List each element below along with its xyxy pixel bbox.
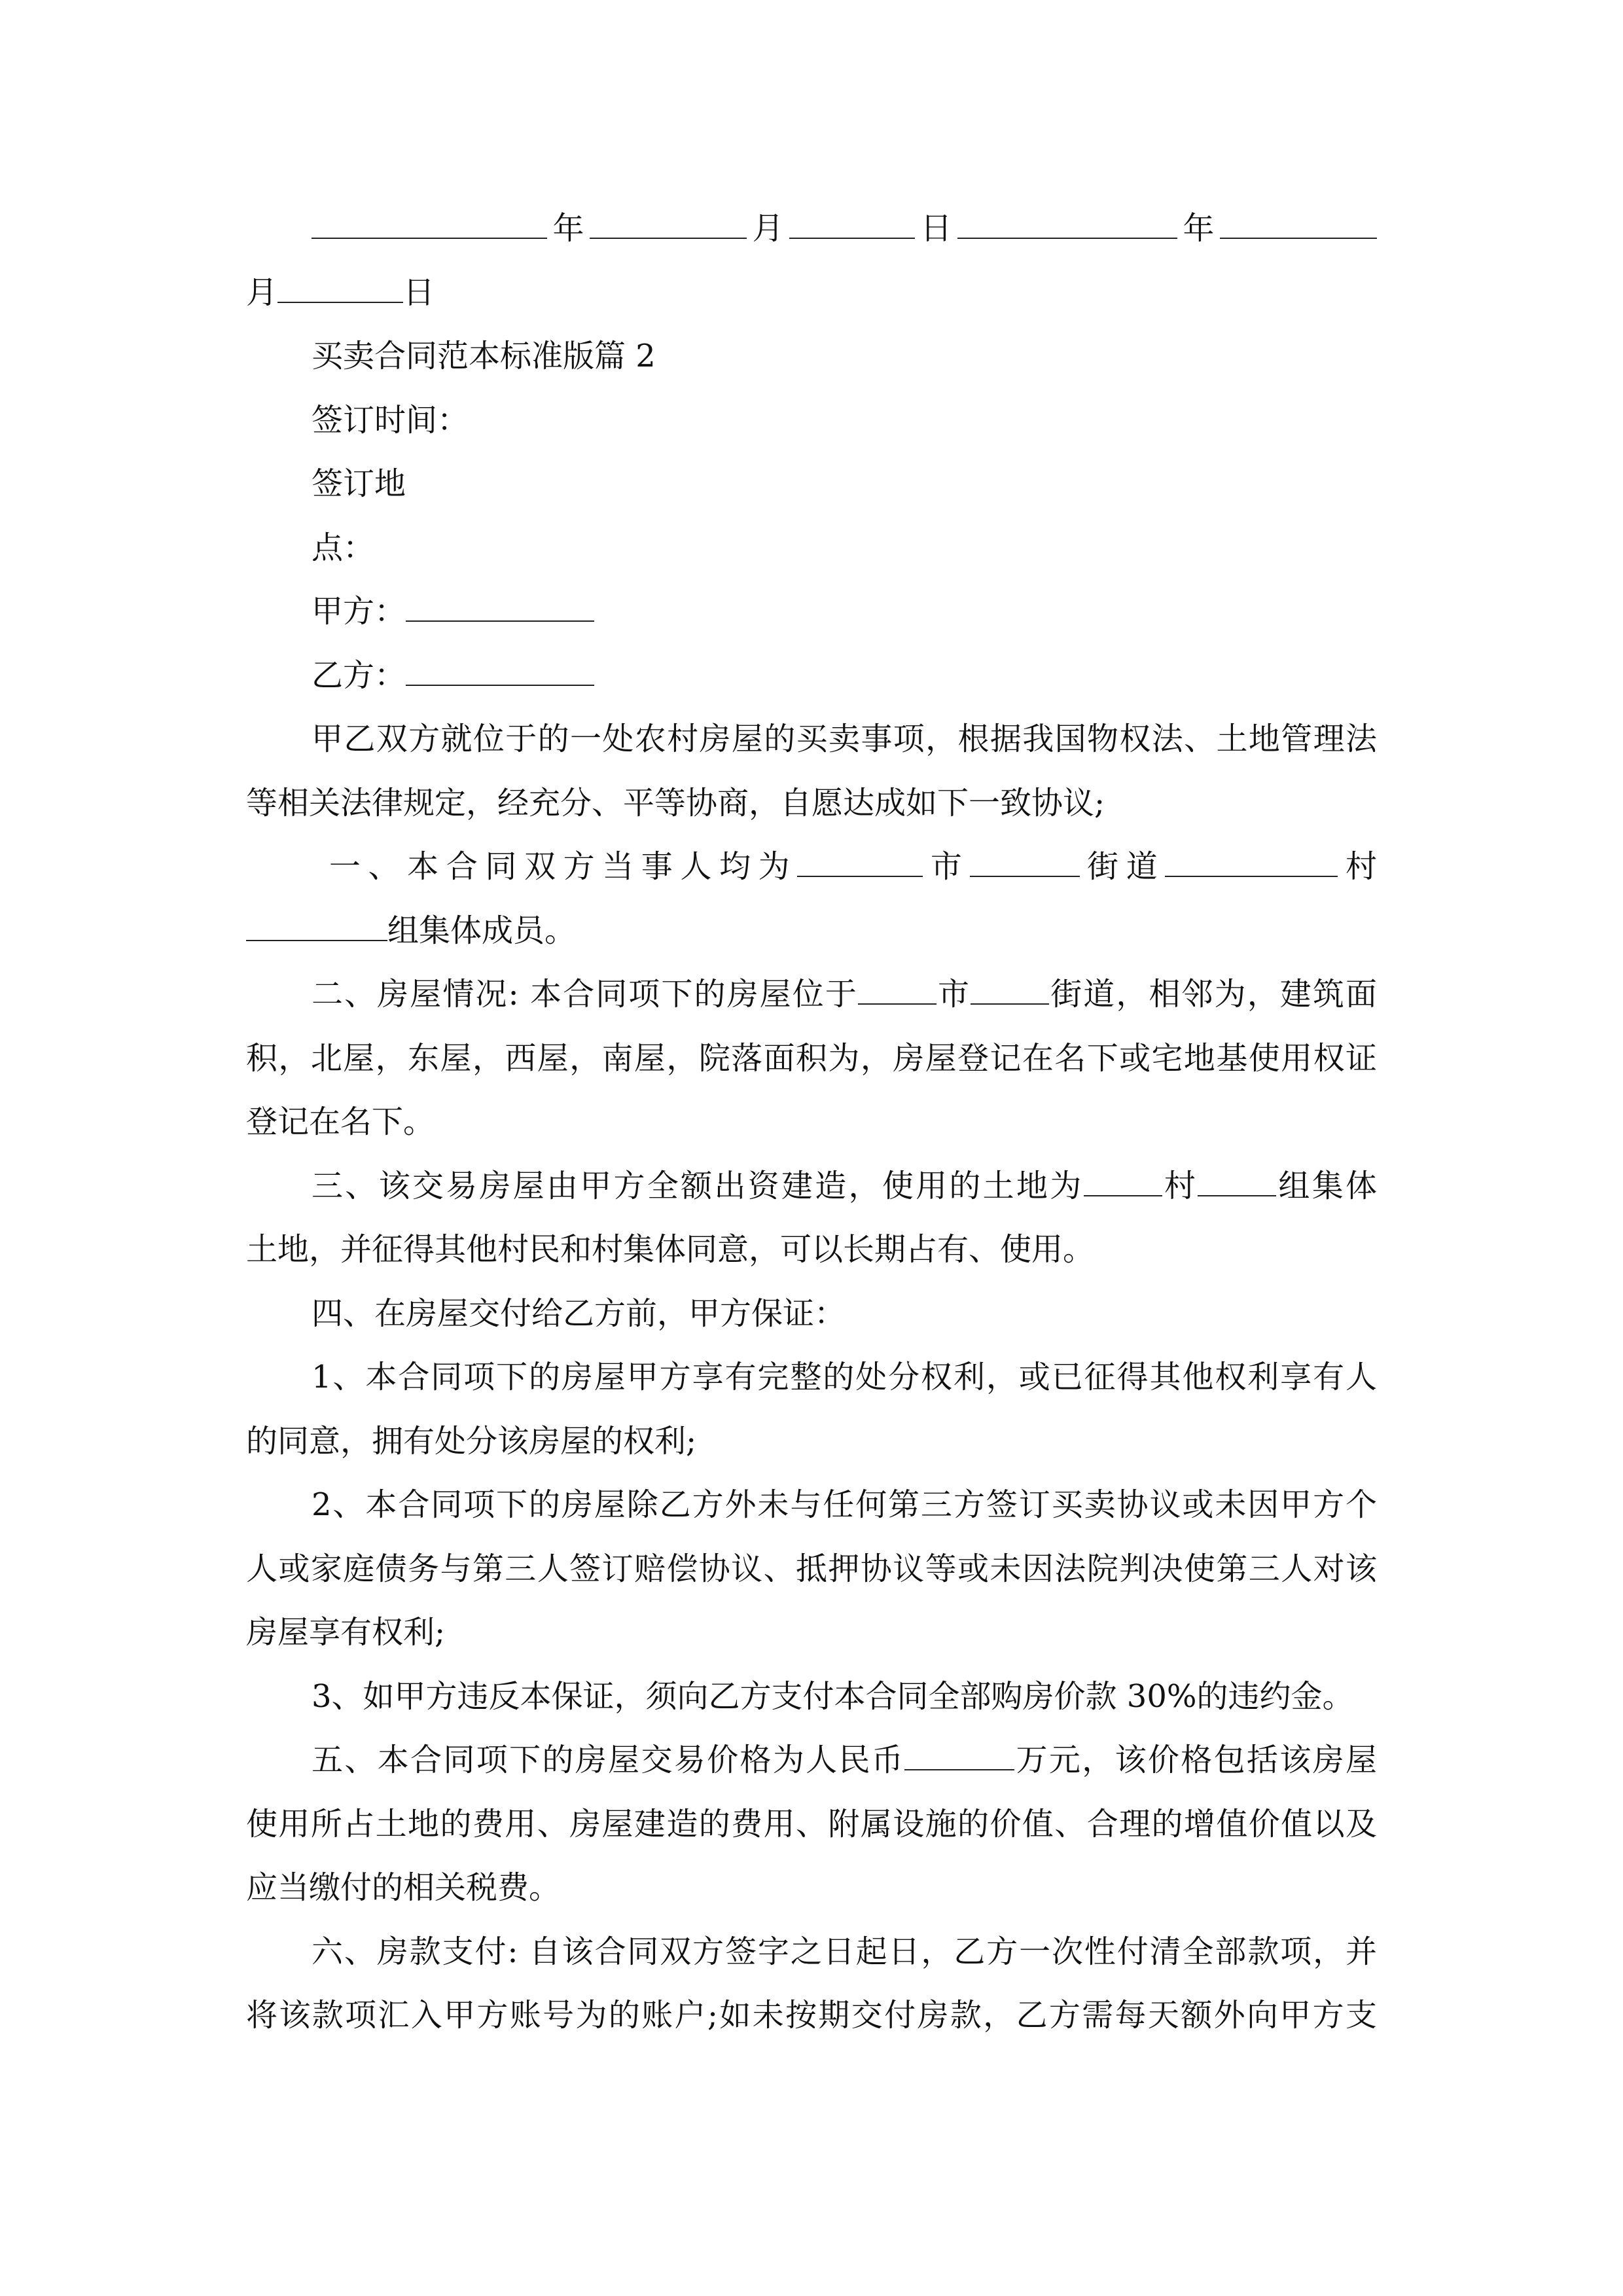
- fill-in-blank[interactable]: [858, 964, 936, 1005]
- text-line-clause-5-b: [246, 1792, 1377, 1856]
- text-segment: 四、在房屋交付给乙方前，甲方保证：: [312, 1295, 846, 1332]
- fill-in-blank[interactable]: [1220, 198, 1377, 239]
- text-segment: 二、房屋情况: 本合同项下的房屋位于: [312, 976, 858, 1013]
- fill-in-blank[interactable]: [1198, 1156, 1276, 1196]
- text-segment: 年: [547, 210, 590, 247]
- text-line-date-line-1: [312, 196, 1377, 260]
- text-line-clause-3-a: [312, 1154, 1377, 1218]
- text-line-date-line-2: [246, 260, 1377, 325]
- fill-in-blank[interactable]: [797, 836, 923, 877]
- text-line-clause-5-c: [246, 1856, 1377, 1920]
- text-line-party-a: [312, 579, 1377, 643]
- fill-in-blank[interactable]: [246, 901, 387, 941]
- text-segment: 登记在名下。: [246, 1103, 435, 1140]
- text-segment: 使用所占土地的费用、房屋建造的费用、附属设施的价值、合理的增值价值以及: [246, 1805, 1377, 1842]
- text-segment: 甲方：: [312, 593, 406, 630]
- text-segment: 一、本合同双方当事人均为: [312, 848, 798, 885]
- fill-in-blank[interactable]: [312, 198, 547, 239]
- text-segment: 街道，相邻为，建筑面: [1049, 976, 1377, 1013]
- text-segment: 三、该交易房屋由甲方全额出资建造，使用的土地为: [312, 1167, 1084, 1204]
- fill-in-blank[interactable]: [406, 581, 594, 622]
- fill-in-blank[interactable]: [957, 198, 1177, 239]
- text-segment: 月: [747, 210, 789, 247]
- text-segment: 月: [246, 274, 278, 311]
- text-segment: 村: [1338, 848, 1377, 885]
- text-segment: 市: [923, 848, 970, 885]
- text-segment: 点：: [312, 529, 375, 566]
- text-segment: 年: [1177, 210, 1220, 247]
- text-segment: 甲乙双方就位于的一处农村房屋的买卖事项，根据我国物权法、土地管理法: [312, 721, 1377, 757]
- text-segment: 五、本合同项下的房屋交易价格为人民币: [312, 1742, 905, 1778]
- text-line-sign-place-2: [312, 516, 1377, 580]
- text-segment: 签订地: [312, 465, 406, 502]
- fill-in-blank[interactable]: [789, 198, 915, 239]
- text-line-clause-6-a: [312, 1920, 1377, 1984]
- text-line-sign-time: [312, 388, 1377, 452]
- text-segment: 房屋享有权利;: [246, 1614, 446, 1651]
- fill-in-blank[interactable]: [590, 198, 747, 239]
- text-segment: 村: [1162, 1167, 1198, 1204]
- text-segment: 的同意，拥有处分该房屋的权利;: [246, 1422, 697, 1460]
- text-segment: 日: [403, 274, 435, 311]
- text-line-clause-4-2-c: [246, 1600, 1377, 1664]
- fill-in-blank[interactable]: [970, 836, 1080, 877]
- text-line-clause-4: [312, 1282, 1377, 1346]
- text-segment: 签订时间：: [312, 401, 469, 439]
- text-line-party-b: [312, 643, 1377, 708]
- text-segment: 1、本合同项下的房屋甲方享有完整的处分权利，或已征得其他权利享有人: [312, 1359, 1377, 1395]
- text-line-clause-1-b: [246, 899, 1377, 963]
- text-segment: 3、如甲方违反本保证，须向乙方支付本合同全部购房价款 30%的违约金。: [312, 1677, 1354, 1715]
- text-line-intro-2: [246, 771, 1377, 835]
- text-line-clause-3-b: [246, 1217, 1377, 1282]
- text-segment: 2、本合同项下的房屋除乙方外未与任何第三方签订买卖协议或未因甲方个: [312, 1486, 1377, 1523]
- text-segment: 积，北屋，东屋，西屋，南屋，院落面积为，房屋登记在名下或宅地基使用权证: [246, 1039, 1377, 1077]
- text-line-clause-5-a: [312, 1728, 1377, 1792]
- text-line-clause-4-1-a: [312, 1345, 1377, 1409]
- text-line-clause-4-3: [312, 1664, 1377, 1729]
- fill-in-blank[interactable]: [971, 964, 1049, 1005]
- text-segment: 将该款项汇入甲方账号为的账户;如未按期交付房款，乙方需每天额外向甲方支: [246, 1997, 1377, 2034]
- text-line-clause-6-b: [246, 1983, 1377, 2047]
- text-line-clause-4-1-b: [246, 1409, 1377, 1473]
- fill-in-blank[interactable]: [904, 1730, 1014, 1770]
- text-segment: 万元，该价格包括该房屋: [1014, 1742, 1377, 1778]
- fill-in-blank[interactable]: [1165, 836, 1338, 877]
- text-line-clause-2-b: [246, 1026, 1377, 1090]
- text-line-clause-2-a: [312, 962, 1377, 1026]
- text-segment: 买卖合同范本标准版篇 2: [312, 338, 656, 374]
- text-segment: 街道: [1079, 848, 1166, 885]
- text-segment: 组集体成员。: [387, 912, 577, 949]
- text-segment: 市: [936, 976, 971, 1013]
- text-line-intro-1: [312, 707, 1377, 771]
- text-segment: 应当缴付的相关税费。: [246, 1869, 561, 1906]
- text-line-sign-place-1: [312, 452, 1377, 516]
- text-segment: 人或家庭债务与第三人签订赔偿协议、抵押协议等或未因法院判决使第三人对该: [246, 1550, 1377, 1587]
- text-segment: 乙方：: [312, 656, 406, 694]
- text-line-clause-4-2-b: [246, 1537, 1377, 1601]
- text-segment: 组集体: [1276, 1167, 1377, 1204]
- text-segment: 六、房款支付: 自该合同双方签字之日起日，乙方一次性付清全部款项，并: [312, 1933, 1377, 1970]
- text-line-clause-2-c: [246, 1090, 1377, 1154]
- text-line-section-title: [312, 324, 1377, 388]
- text-segment: 日: [915, 210, 957, 247]
- text-segment: 土地，并征得其他村民和村集体同意，可以长期占有、使用。: [246, 1231, 1095, 1268]
- text-line-clause-1-a: [312, 834, 1377, 899]
- text-segment: 等相关法律规定，经充分、平等协商，自愿达成如下一致协议;: [246, 784, 1105, 821]
- fill-in-blank[interactable]: [1084, 1156, 1162, 1196]
- fill-in-blank[interactable]: [406, 645, 594, 686]
- fill-in-blank[interactable]: [277, 262, 403, 303]
- text-line-clause-4-2-a: [312, 1473, 1377, 1537]
